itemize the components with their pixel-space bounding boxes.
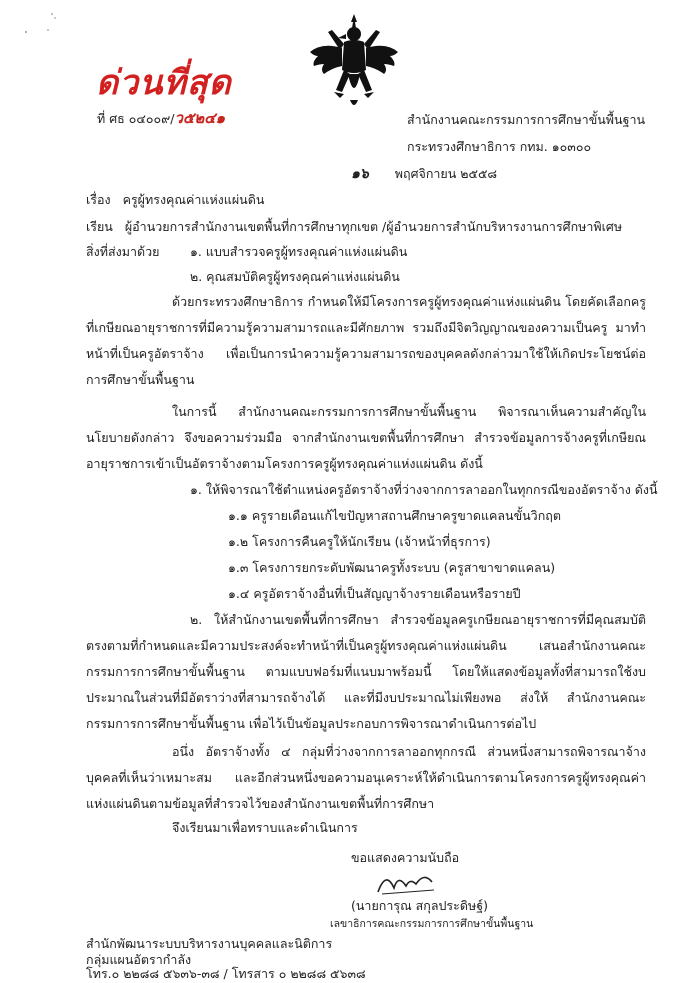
item-1: ๑. ให้พิจารณาใช้ตำแหน่งครูอัตราจ้างที่ว่างจากการลาออกในทุกกรณีของอัตราจ้าง ดังนี้ (190, 482, 658, 497)
enclosures-label: สิ่งที่ส่งมาด้วย (86, 244, 160, 259)
recipient-label: เรียน (86, 219, 113, 234)
subitem: ๑.๒ โครงการคืนครูให้นักเรียน (เจ้าหน้าที่ธุรการ) (228, 534, 491, 549)
paragraph-note: อนึ่ง อัตราจ้างทั้ง ๔ กลุ่มที่ว่างจากการลาออกทุกกรณี ส่วนหนึ่งสามารถพิจารณาจ้างบุคคลที่เห็นว่าเหมาะสม และอีกส่วนหนึ่งขอความอนุเคราะห์ให้ดำเนินการตามโครงการครูผู้ทรงคุณค่าแห่งแผ่นดินตามข้อมูลที่สำรวจไว้ของสำนักงานเขตพื้นที่การศึกษา (86, 744, 646, 811)
subitem: ๑.๔ ครูอัตราจ้างอื่นที่เป็นสัญญาจ้างรายเดือนหรือรายปี (228, 586, 521, 601)
subitem: ๑.๓ โครงการยกระดับพัฒนาครูทั้งระบบ (ครูสาขาขาดแคลน) (228, 560, 556, 575)
item-2: ๒. ให้สำนักงานเขตพื้นที่การศึกษา สำรวจข้อมูลครูเกษียณอายุราชการที่มีคุณสมบัติตรงตามที่กำหนดและมีความประสงค์จะทำหน้าที่เป็นครูผู้ทรงคุณค่าแห่งแผ่นดิน เสนอสำนักงานคณะกรรมการการศึกษาขั้นพื้นฐาน ตามแบบฟอร์มที่แนบมาพร้อมนี้ โดยให้แสดงข้อมูลทั้งที่สามารถใช้งบประมาณในส่วนที่มีอัตราว่างที่สามารถจ้างได้ และที่มีงบประมาณไม่เพียงพอ ส่งให้ สำนักงานคณะกรรมการการศึกษาขั้นพื้นฐาน เพื่อไว้เป็นข้อมูลประกอบการพิจารณาดำเนินการต่อไป (86, 612, 646, 731)
paragraph-intro: ด้วยกระทรวงศึกษาธิการ กำหนดให้มีโครงการครูผู้ทรงคุณค่าแห่งแผ่นดิน โดยคัดเลือกครูที่เกษียณอายุราชการที่มีความรู้ความสามารถและมีศักยภาพ รวมถึงมีจิตวิญญาณของความเป็นครู มาทำหน้าที่เป็นครูอัตราจ้าง เพื่อเป็นการนำความรู้ความสามารถของบุคคลดังกล่าวมาใช้ให้เกิดประโยชน์ต่อการศึกษาขั้นพื้นฐาน (86, 294, 646, 387)
subitem: ๑.๑ ครูรายเดือนแก้ไขปัญหาสถานศึกษาครูขาดแคลนขั้นวิกฤต (228, 508, 561, 523)
reference-number (97, 110, 225, 127)
letter-date (351, 166, 497, 182)
regards-line: ขอแสดงความนับถือ (351, 850, 460, 865)
reference-prefix: ที่ ศธ ๐๔๐๐๙/ (97, 111, 175, 126)
issuer-office: สำนักงานคณะกรรมการการศึกษาขั้นพื้นฐาน (407, 112, 646, 127)
footer-group: กลุ่มแผนอัตรากำลัง (86, 952, 192, 967)
paragraph-request: ในการนี้ สำนักงานคณะกรรมการการศึกษาขั้นพื้นฐาน พิจารณาเห็นความสำคัญในนโยบายดังกล่าว จึงขอความร่วมมือ จากสำนักงานเขตพื้นที่การศึกษา สำรวจข้อมูลการจ้างครูที่เกษียณอายุราชการเข้าเป็นอัตราจ้างตามโครงการครูผู้ทรงคุณค่าแห่งแผ่นดิน ดังนี้ (86, 404, 646, 471)
signer-title: เลขาธิการคณะกรรมการการศึกษาขั้นพื้นฐาน (330, 918, 534, 930)
garuda-emblem-icon (308, 12, 400, 112)
subject-line (86, 192, 264, 208)
recipient-line (86, 219, 622, 235)
date-day: ๑๖ (351, 166, 369, 182)
enclosure-item: ๑. แบบสำรวจครูผู้ทรงคุณค่าแห่งแผ่นดิน (190, 244, 408, 259)
urgent-stamp: ด่วนที่สุด (96, 63, 232, 103)
reference-handwritten-number: ว๕๒๔๑ (174, 109, 226, 127)
scan-speck-marks (22, 8, 62, 38)
handwritten-signature (372, 868, 442, 896)
enclosure-item: ๒. คุณสมบัติครูผู้ทรงคุณค่าแห่งแผ่นดิน (190, 269, 400, 284)
footer-phone: โทร.๐ ๒๒๘๘ ๕๖๓๖-๓๘ / โทรสาร ๐ ๒๒๘๘ ๕๖๓๘ (86, 966, 366, 981)
footer-office: สำนักพัฒนาระบบบริหารงานบุคคลและนิติการ (86, 936, 333, 951)
date-month-year: พฤศจิกายน ๒๕๕๘ (394, 166, 498, 181)
subject-text: ครูผู้ทรงคุณค่าแห่งแผ่นดิน (122, 192, 265, 207)
subject-label: เรื่อง (86, 192, 111, 207)
recipient-text: ผู้อำนวยการสำนักงานเขตพื้นที่การศึกษาทุกเขต /ผู้อำนวยการสำนักบริหารงานการศึกษาพิเศษ (124, 219, 623, 234)
closing-line: จึงเรียนมาเพื่อทราบและดำเนินการ (172, 820, 358, 835)
signer-name: (นายการุณ สกุลประดิษฐ์) (351, 898, 488, 913)
issuer-address: กระทรวงศึกษาธิการ กทม. ๑๐๓๐๐ (407, 139, 592, 154)
